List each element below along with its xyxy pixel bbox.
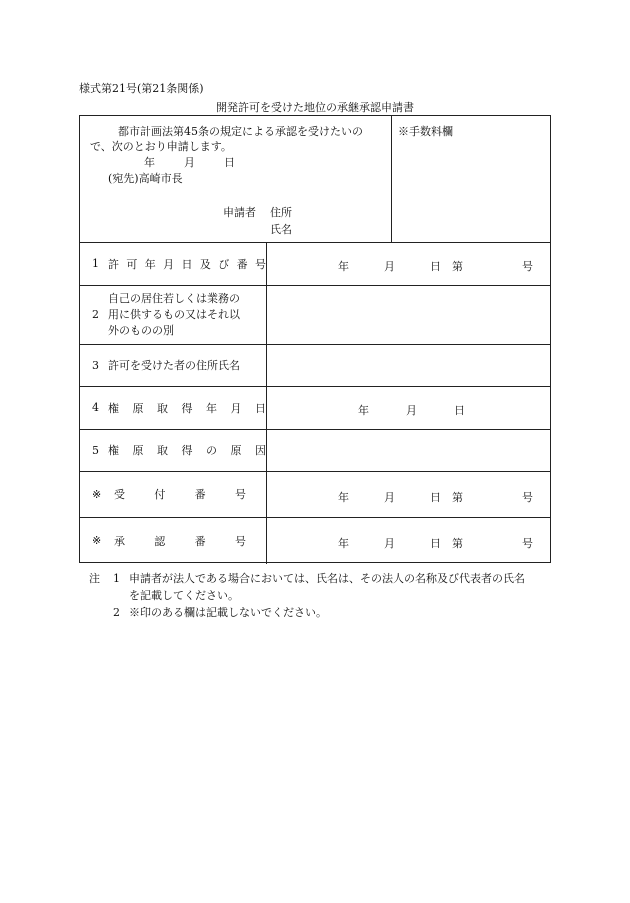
- row-label: 承 認 番 号: [114, 534, 246, 548]
- note-item-2: [89, 604, 525, 621]
- note-number: 1: [113, 572, 120, 585]
- row-marker: ※: [92, 487, 102, 501]
- application-form-table: [79, 115, 551, 563]
- notes-prefix: 注: [89, 572, 100, 585]
- row-number: 1: [92, 257, 99, 270]
- row-label: 権 原 取 得 の 原 因: [108, 444, 266, 457]
- application-date: [144, 154, 235, 170]
- applicant-name-label: 氏名: [270, 223, 292, 236]
- approval-number-value[interactable]: 年 月 日 第 号: [338, 537, 533, 550]
- row-number: 5: [92, 443, 99, 457]
- row-number: 2: [92, 308, 99, 321]
- applicant-address-label: 住所: [270, 206, 292, 219]
- note-text: ※印のある欄は記載しないでください。: [129, 606, 327, 619]
- document-title: 開発許可を受けた地位の承継承認申請書: [216, 101, 414, 114]
- label-column-divider: [266, 242, 267, 564]
- row-label: 権 原 取 得 年 月 日: [108, 401, 266, 415]
- row-permit-holder-address-name: [92, 344, 266, 386]
- date-year-field[interactable]: 年: [144, 156, 155, 169]
- receipt-number-value[interactable]: 年 月 日 第 号: [338, 491, 533, 504]
- note-text: を記載してください。: [129, 589, 239, 602]
- row-use-classification: [92, 285, 266, 344]
- row-label: 自己の居住若しくは業務の 用に供するもの又はそれ以 外のものの別: [108, 291, 240, 337]
- title-acquisition-date-value[interactable]: 年 月 日: [358, 404, 465, 417]
- date-day-field[interactable]: 日: [224, 156, 235, 169]
- note-item-1: [89, 570, 525, 604]
- row-title-acquisition-cause: [92, 429, 266, 471]
- permit-date-number-value[interactable]: 年 月 日 第 号: [338, 260, 533, 273]
- row-label: 受 付 番 号: [114, 488, 246, 501]
- intro-text-line-2: で、次のとおり申請します。: [90, 140, 232, 153]
- fee-field-label: ※手数料欄: [398, 125, 453, 138]
- note-text: 申請者が法人である場合においては、氏名は、その法人の名称及び代表者の氏名: [129, 572, 525, 585]
- row-permit-date-number: [92, 242, 266, 285]
- form-number-label: 様式第21号(第21条関係): [79, 82, 204, 95]
- note-number: 2: [113, 606, 120, 619]
- row-number: 3: [92, 358, 99, 372]
- addressee: (宛先)高崎市長: [108, 172, 183, 185]
- row-receipt-number: [92, 471, 266, 517]
- row-approval-number: [92, 517, 266, 564]
- row-label: 許 可 年 月 日 及 び 番 号: [108, 257, 266, 271]
- intro-text-line-1: 都市計画法第45条の規定による承認を受けたいの: [118, 125, 363, 138]
- notes-section: [89, 570, 525, 621]
- applicant-label: 申請者: [223, 206, 256, 219]
- fee-column-divider: [391, 116, 392, 242]
- row-number: 4: [92, 401, 99, 414]
- row-label: 許可を受けた者の住所氏名: [108, 359, 240, 372]
- row-title-acquisition-date: [92, 386, 266, 429]
- row-marker: ※: [92, 534, 102, 547]
- date-month-field[interactable]: 月: [184, 156, 195, 169]
